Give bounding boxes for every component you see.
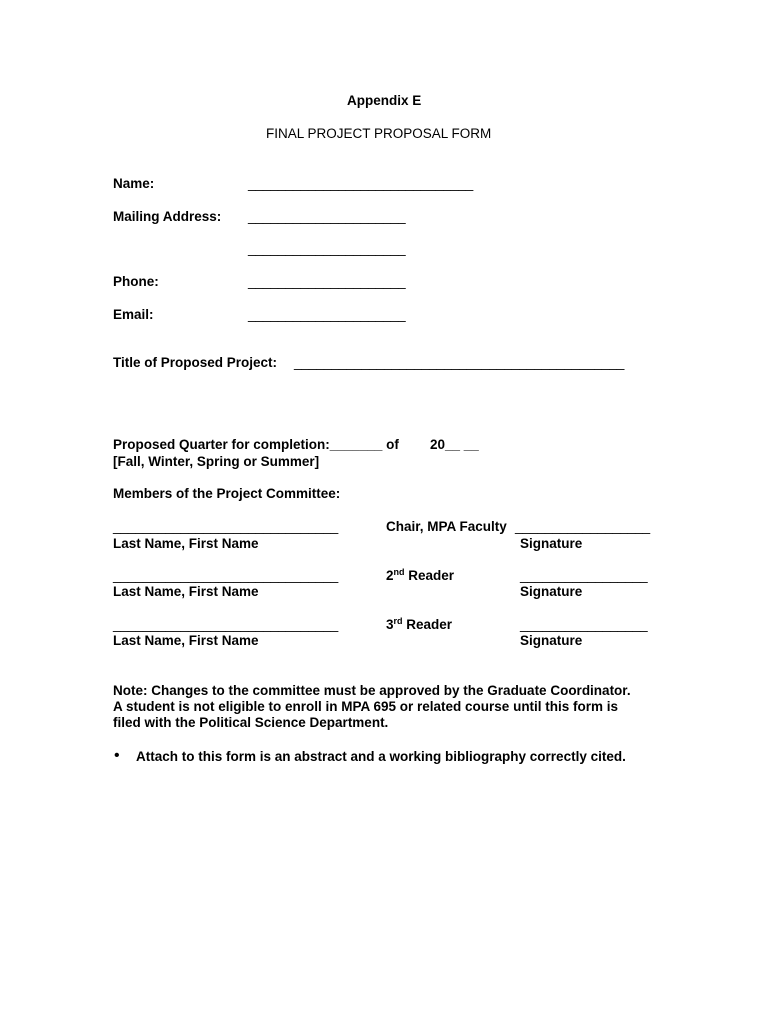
member-role-suffix: Reader — [404, 568, 455, 583]
phone-label: Phone: — [113, 274, 159, 289]
member-name-caption: Last Name, First Name — [113, 633, 259, 648]
quarter-row — [113, 437, 399, 453]
member-name-field[interactable]: ______________________________ — [113, 568, 339, 583]
member-role-text: Chair, MPA Faculty — [386, 519, 507, 534]
committee-heading: Members of the Project Committee: — [113, 486, 341, 501]
email-label: Email: — [113, 307, 154, 322]
member-name-field[interactable]: ______________________________ — [113, 617, 339, 632]
member-signature-field[interactable]: __________________ — [515, 519, 651, 534]
quarter-options: [Fall, Winter, Spring or Summer] — [113, 454, 320, 469]
note-line-2: A student is not eligible to enroll in MPA 695 or related course until this form is — [113, 699, 619, 714]
name-field[interactable]: ______________________________ — [248, 176, 474, 191]
mailing-address-label: Mailing Address: — [113, 209, 222, 224]
member-signature-caption: Signature — [520, 633, 583, 648]
member-role — [386, 519, 507, 535]
member-signature-caption: Signature — [520, 536, 583, 551]
form-title: FINAL PROJECT PROPOSAL FORM — [266, 126, 492, 141]
phone-field[interactable]: _____________________ — [248, 274, 406, 289]
quarter-field[interactable]: _______ — [329, 437, 383, 452]
member-role-ordinal: nd — [393, 567, 405, 577]
email-field[interactable]: _____________________ — [248, 307, 406, 322]
member-role-number: 3 — [386, 617, 394, 632]
member-signature-caption: Signature — [520, 584, 583, 599]
appendix-label: Appendix E — [347, 93, 422, 108]
mailing-address-field-1[interactable]: _____________________ — [248, 209, 406, 224]
quarter-label: Proposed Quarter for completion: — [113, 437, 330, 452]
name-label: Name: — [113, 176, 155, 191]
member-role-suffix: Reader — [402, 617, 453, 632]
attachment-instruction: Attach to this form is an abstract and a working bibliography correctly cited. — [136, 749, 626, 764]
note-line-3: filed with the Political Science Department. — [113, 715, 389, 730]
project-title-field[interactable]: ____________________________________________ — [294, 355, 625, 370]
project-title-label: Title of Proposed Project: — [113, 355, 278, 370]
bullet-icon: • — [114, 747, 120, 764]
quarter-of: of — [386, 437, 399, 452]
member-signature-field[interactable]: _________________ — [520, 617, 648, 632]
member-role — [386, 617, 452, 633]
member-name-field[interactable]: ______________________________ — [113, 519, 339, 534]
mailing-address-field-2[interactable]: _____________________ — [248, 241, 406, 256]
member-role-ordinal: rd — [393, 616, 403, 626]
member-name-caption: Last Name, First Name — [113, 536, 259, 551]
member-role — [386, 568, 454, 584]
year-field[interactable]: 20__ __ — [430, 437, 479, 452]
member-name-caption: Last Name, First Name — [113, 584, 259, 599]
member-role-number: 2 — [386, 568, 394, 583]
member-signature-field[interactable]: _________________ — [520, 568, 648, 583]
note-line-1: Note: Changes to the committee must be approved by the Graduate Coordinator. — [113, 683, 631, 698]
